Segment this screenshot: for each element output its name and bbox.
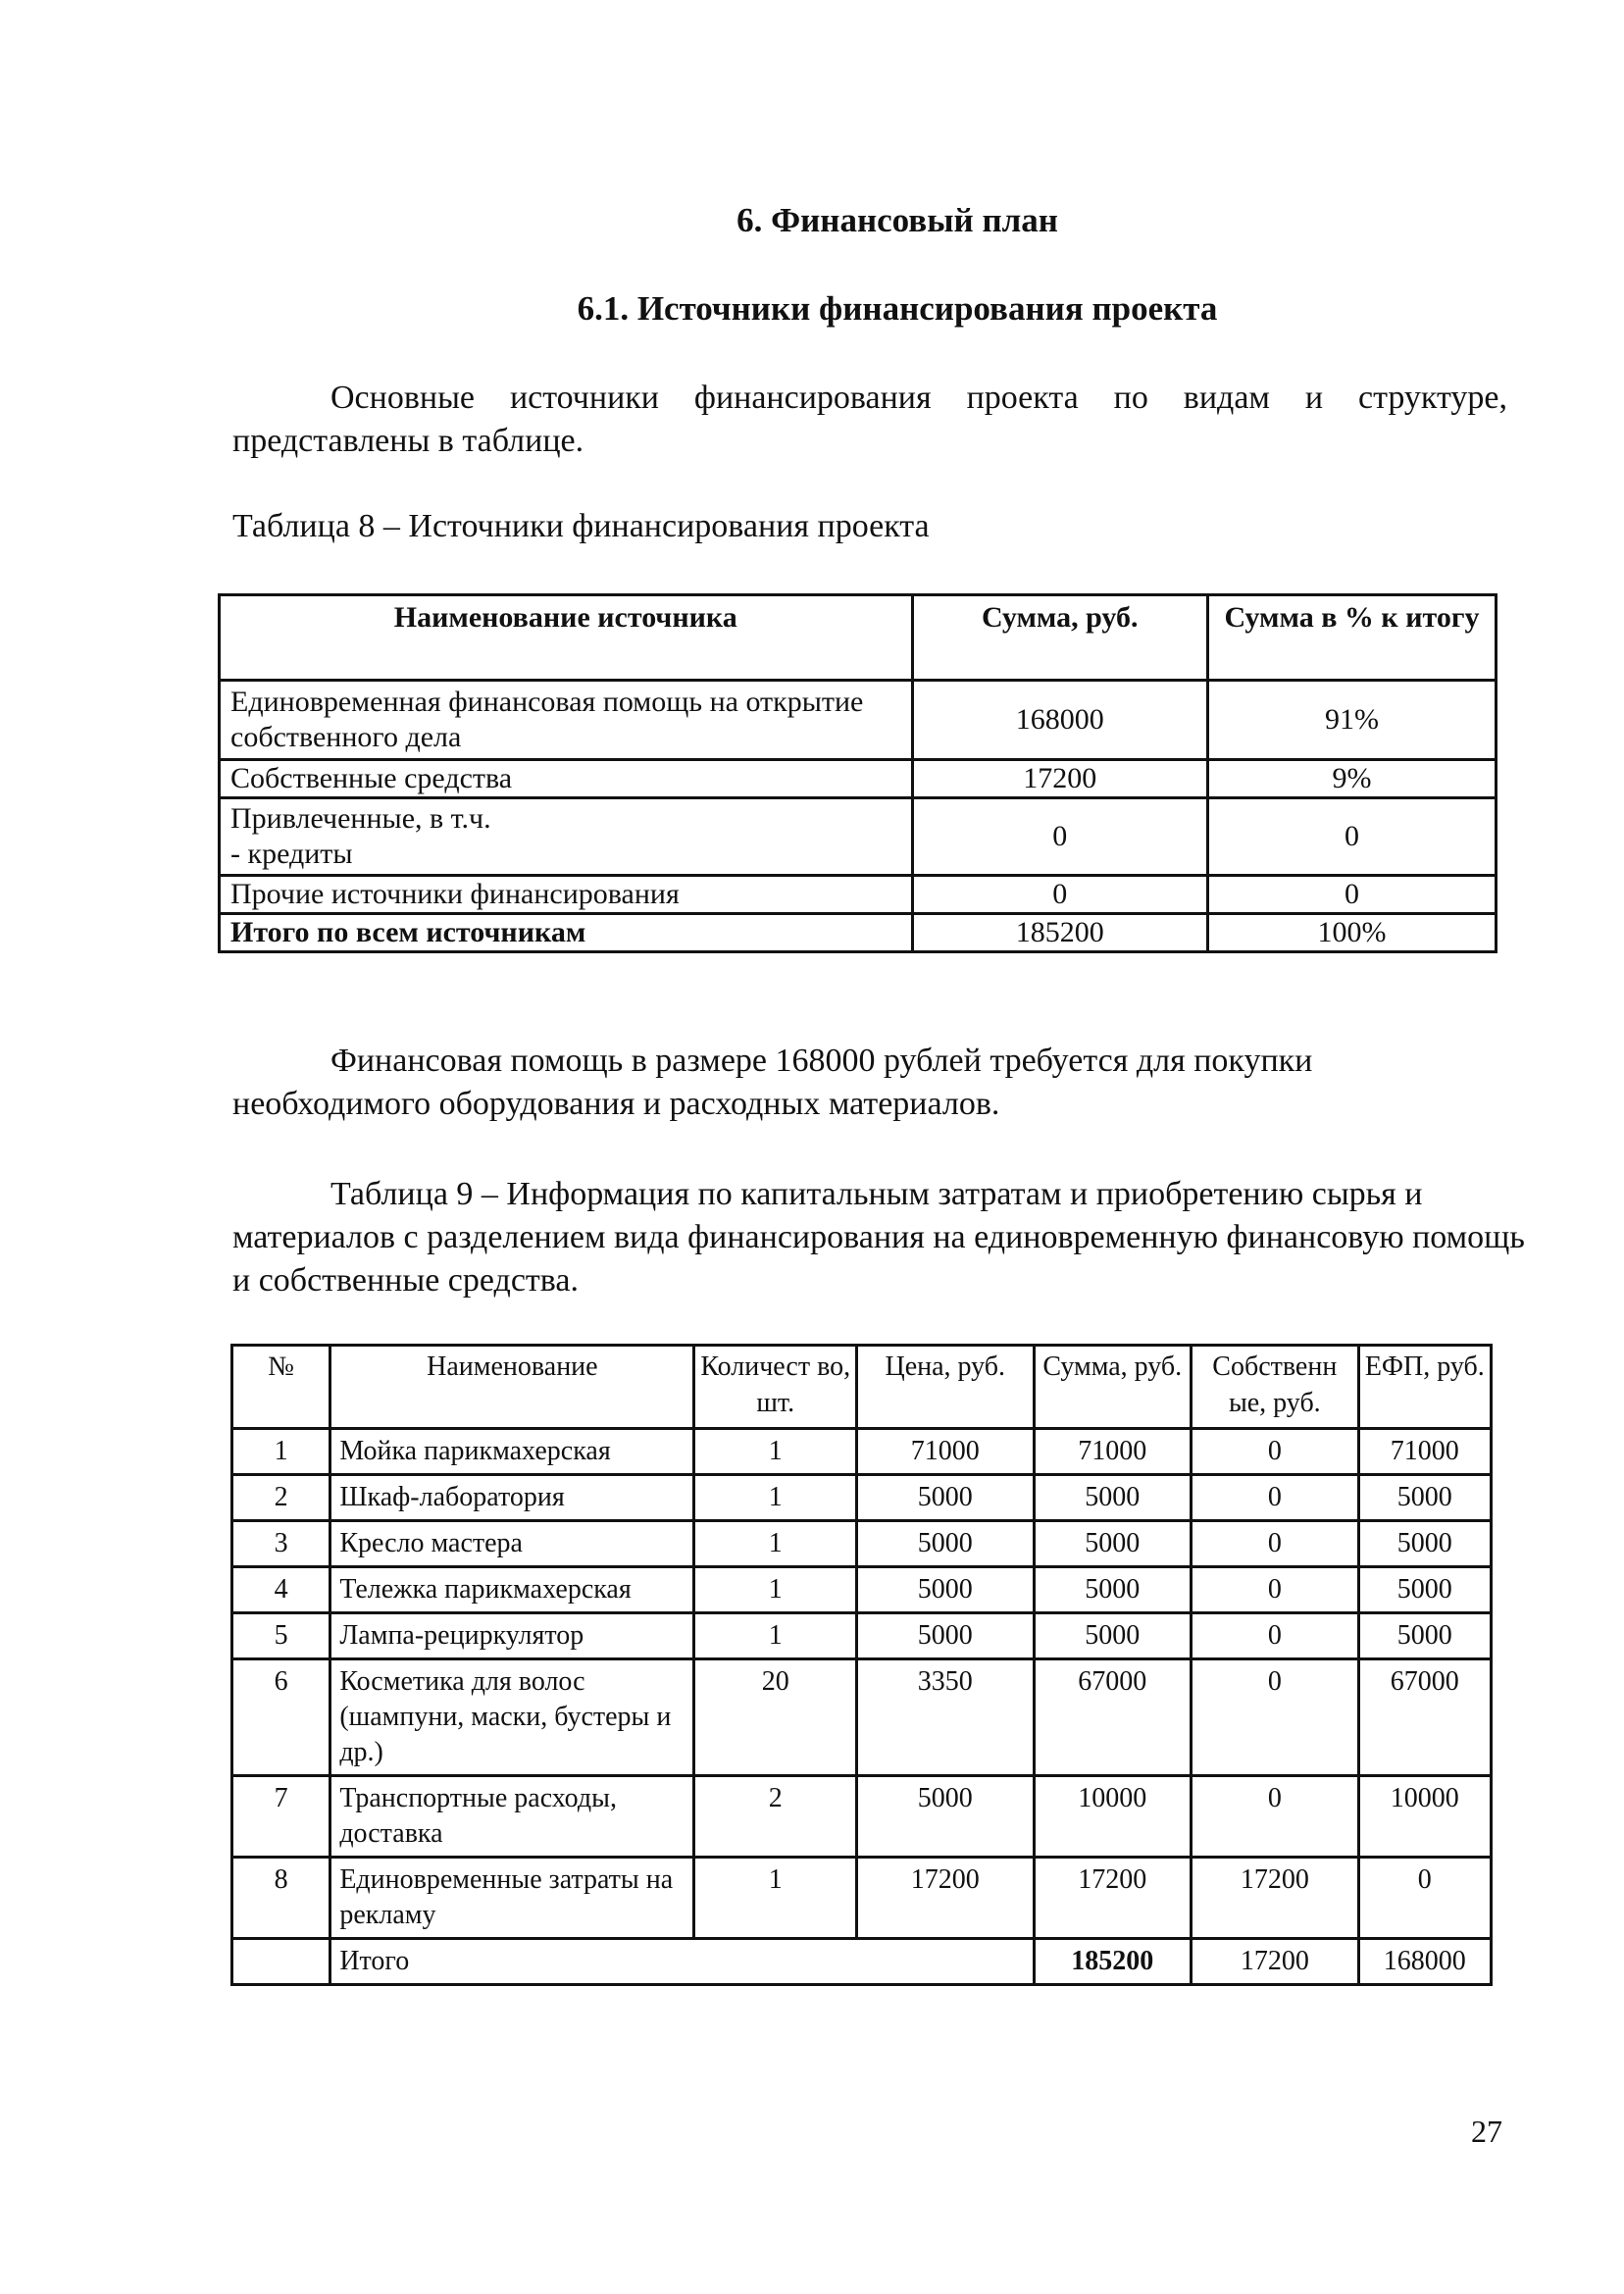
item-own-funds: 17200 xyxy=(1192,1858,1359,1939)
table-header-row xyxy=(220,595,1497,681)
item-sum: 5000 xyxy=(1034,1475,1192,1521)
total-sum: 185200 xyxy=(1034,1939,1192,1985)
total-sum: 185200 xyxy=(912,914,1207,952)
header-own-funds: Собственн ые, руб. xyxy=(1192,1346,1359,1429)
source-percent: 9% xyxy=(1207,760,1496,798)
table-row xyxy=(220,876,1497,914)
header-source-name: Наименование источника xyxy=(220,595,913,681)
item-quantity: 1 xyxy=(694,1567,857,1613)
intro-text: Основные источники финансирования проекта по видам и структуре, представлены в таблице. xyxy=(232,380,1507,459)
item-name: Транспортные расходы, доставка xyxy=(330,1776,694,1858)
header-number: № xyxy=(232,1346,330,1429)
item-quantity: 1 xyxy=(694,1475,857,1521)
source-sum: 0 xyxy=(912,876,1207,914)
funding-sources-table xyxy=(218,593,1497,953)
table9-caption xyxy=(232,1173,1527,1302)
item-efp: 5000 xyxy=(1358,1567,1491,1613)
item-name: Косметика для волос (шампуни, маски, бустеры и др.) xyxy=(330,1659,694,1776)
item-own-funds: 0 xyxy=(1192,1429,1359,1475)
total-efp: 168000 xyxy=(1358,1939,1491,1985)
aid-text: Финансовая помощь в размере 168000 рублей требуется для покупки необходимого оборудования и расходных материалов. xyxy=(232,1043,1313,1122)
item-efp: 5000 xyxy=(1358,1475,1491,1521)
header-percent: Сумма в % к итогу xyxy=(1207,595,1496,681)
source-name-line: Привлеченные, в т.ч. xyxy=(230,802,491,835)
item-price: 5000 xyxy=(856,1567,1034,1613)
item-number: 2 xyxy=(232,1475,330,1521)
subsection-heading: 6.1. Источники финансирования проекта xyxy=(577,289,1218,328)
table-total-row xyxy=(220,914,1497,952)
item-own-funds: 0 xyxy=(1192,1613,1359,1659)
table-row xyxy=(220,681,1497,760)
item-quantity: 1 xyxy=(694,1858,857,1939)
source-name: Прочие источники финансирования xyxy=(220,876,913,914)
table-row xyxy=(220,760,1497,798)
item-efp: 71000 xyxy=(1358,1429,1491,1475)
item-own-funds: 0 xyxy=(1192,1475,1359,1521)
item-own-funds: 0 xyxy=(1192,1776,1359,1858)
item-number: 7 xyxy=(232,1776,330,1858)
header-name: Наименование xyxy=(330,1346,694,1429)
header-sum: Сумма, руб. xyxy=(912,595,1207,681)
capital-costs-table xyxy=(230,1344,1493,1986)
item-own-funds: 0 xyxy=(1192,1659,1359,1776)
total-number-cell xyxy=(232,1939,330,1985)
item-price: 5000 xyxy=(856,1521,1034,1567)
item-name: Кресло мастера xyxy=(330,1521,694,1567)
table-header-row xyxy=(232,1346,1492,1429)
item-sum: 5000 xyxy=(1034,1521,1192,1567)
total-percent: 100% xyxy=(1207,914,1496,952)
header-sum: Сумма, руб. xyxy=(1034,1346,1192,1429)
table-row xyxy=(232,1613,1492,1659)
item-sum: 10000 xyxy=(1034,1776,1192,1858)
total-label: Итого по всем источникам xyxy=(220,914,913,952)
table-row xyxy=(232,1521,1492,1567)
item-name: Единовременные затраты на рекламу xyxy=(330,1858,694,1939)
item-sum: 67000 xyxy=(1034,1659,1192,1776)
header-efp: ЕФП, руб. xyxy=(1358,1346,1491,1429)
item-efp: 67000 xyxy=(1358,1659,1491,1776)
item-sum: 5000 xyxy=(1034,1567,1192,1613)
item-efp: 10000 xyxy=(1358,1776,1491,1858)
table-total-row xyxy=(232,1939,1492,1985)
item-own-funds: 0 xyxy=(1192,1521,1359,1567)
item-price: 71000 xyxy=(856,1429,1034,1475)
section-heading: 6. Финансовый план xyxy=(736,201,1058,239)
table-row xyxy=(232,1429,1492,1475)
header-quantity: Количест во, шт. xyxy=(694,1346,857,1429)
item-efp: 5000 xyxy=(1358,1613,1491,1659)
source-percent: 91% xyxy=(1207,681,1496,760)
item-name: Мойка парикмахерская xyxy=(330,1429,694,1475)
item-name: Тележка парикмахерская xyxy=(330,1567,694,1613)
source-percent: 0 xyxy=(1207,798,1496,876)
item-number: 8 xyxy=(232,1858,330,1939)
item-price: 5000 xyxy=(856,1475,1034,1521)
item-price: 5000 xyxy=(856,1613,1034,1659)
source-name: Единовременная финансовая помощь на открытие собственного дела xyxy=(220,681,913,760)
table8-caption: Таблица 8 – Источники финансирования проекта xyxy=(232,508,930,544)
aid-paragraph xyxy=(232,1040,1507,1126)
item-price: 5000 xyxy=(856,1776,1034,1858)
table-row xyxy=(232,1475,1492,1521)
item-quantity: 1 xyxy=(694,1429,857,1475)
item-efp: 5000 xyxy=(1358,1521,1491,1567)
source-sum: 17200 xyxy=(912,760,1207,798)
source-name xyxy=(220,798,913,876)
item-quantity: 20 xyxy=(694,1659,857,1776)
page-number: 27 xyxy=(1471,2114,1502,2149)
source-name-line: - кредиты xyxy=(230,838,353,870)
total-own-funds: 17200 xyxy=(1192,1939,1359,1985)
total-label: Итого xyxy=(330,1939,1034,1985)
item-quantity: 2 xyxy=(694,1776,857,1858)
source-name: Собственные средства xyxy=(220,760,913,798)
item-number: 5 xyxy=(232,1613,330,1659)
item-own-funds: 0 xyxy=(1192,1567,1359,1613)
item-name: Лампа-рециркулятор xyxy=(330,1613,694,1659)
item-name: Шкаф-лаборатория xyxy=(330,1475,694,1521)
source-sum: 168000 xyxy=(912,681,1207,760)
item-sum: 71000 xyxy=(1034,1429,1192,1475)
table-row xyxy=(232,1858,1492,1939)
item-number: 3 xyxy=(232,1521,330,1567)
item-price: 17200 xyxy=(856,1858,1034,1939)
item-sum: 5000 xyxy=(1034,1613,1192,1659)
table-row xyxy=(232,1776,1492,1858)
table9-caption-text: Таблица 9 – Информация по капитальным затратам и приобретению сырья и материалов с разделением вида финансирования на единовременную финансовую помощь и собственные средства. xyxy=(232,1176,1525,1299)
intro-paragraph xyxy=(232,377,1507,463)
source-percent: 0 xyxy=(1207,876,1496,914)
item-sum: 17200 xyxy=(1034,1858,1192,1939)
table-row xyxy=(220,798,1497,876)
item-efp: 0 xyxy=(1358,1858,1491,1939)
item-quantity: 1 xyxy=(694,1613,857,1659)
table-row xyxy=(232,1567,1492,1613)
source-sum: 0 xyxy=(912,798,1207,876)
item-number: 6 xyxy=(232,1659,330,1776)
item-quantity: 1 xyxy=(694,1521,857,1567)
header-price: Цена, руб. xyxy=(856,1346,1034,1429)
item-number: 4 xyxy=(232,1567,330,1613)
table-row xyxy=(232,1659,1492,1776)
item-price: 3350 xyxy=(856,1659,1034,1776)
item-number: 1 xyxy=(232,1429,330,1475)
